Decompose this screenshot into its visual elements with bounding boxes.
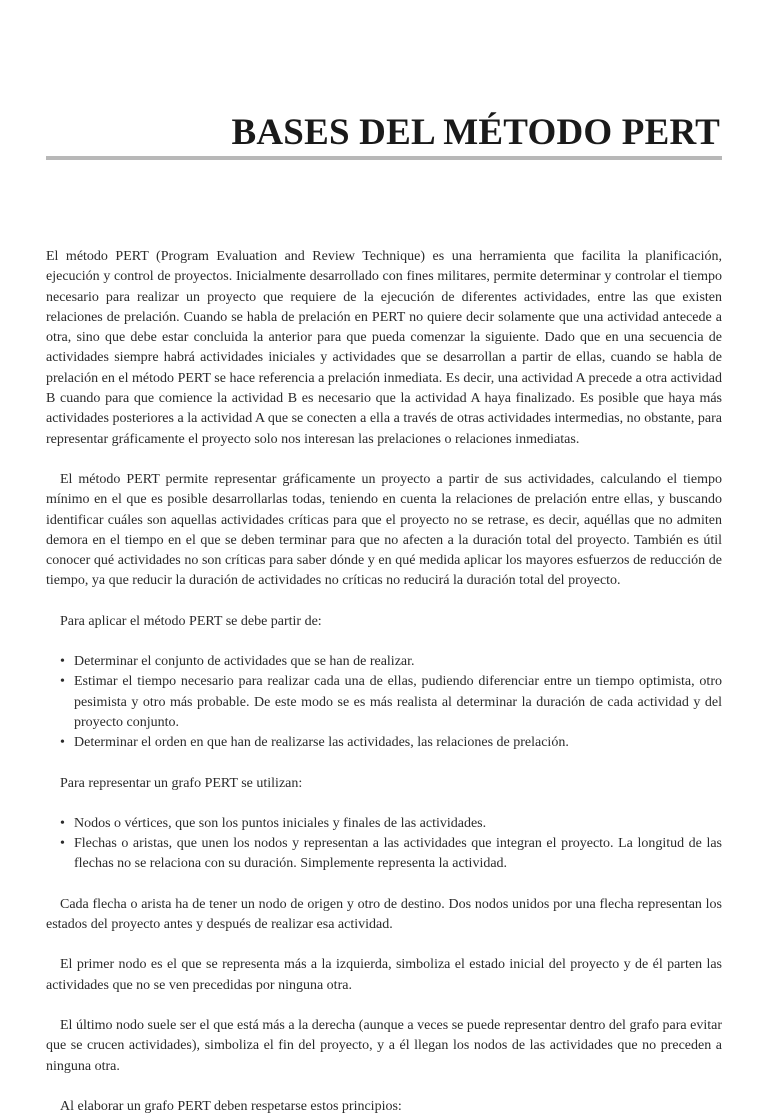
list-item [46,672,722,733]
list-item-text: Nodos o vértices, que son los puntos iniciales y finales de las actividades. [74,815,487,831]
list-apply-steps [46,652,722,753]
list-item [46,652,722,672]
document-body [46,247,722,1117]
paragraph-apply-lead: Para aplicar el método PERT se debe partir de: [60,613,322,629]
list-item-text: Determinar el conjunto de actividades que se han de realizar. [74,654,415,670]
paragraph-purpose: El método PERT permite representar gráficamente un proyecto a partir de sus actividades, calculando el tiempo mínimo en el que es posible desarrollarlas todas, teniendo en cuenta la relaciones de prelación entre ellas, y buscando identificar cuáles son aquellas actividades críticas para que el proyecto no se retrase, es decir, aquéllas que no admiten demora en el tiempo en el que se deben terminar para que no afecten a la duración total del proyecto. También es útil conocer qué actividades no son críticas para saber dónde y en qué medida aplicar los mayores esfuerzos de reducción de tiempo, ya que reducir la duración de actividades no críticas no reducirá la duración total del proyecto. [46,471,722,589]
list-item [46,834,722,875]
paragraph-arrows: Cada flecha o arista ha de tener un nodo de origen y otro de destino. Dos nodos unidos por una flecha representan los estados del proyecto antes y después de realizar esa actividad. [46,896,722,933]
paragraph-first-node: El primer nodo es el que se representa más a la izquierda, simboliza el estado inicial del proyecto y de él parten las actividades que no se ven precedidas por ninguna otra. [46,957,722,993]
list-item-text: Determinar el orden en que han de realizarse las actividades, las relaciones de prelación. [74,735,569,751]
title-divider [46,156,722,160]
paragraph-last-node: El último nodo suele ser el que está más a la derecha (aunque a veces se puede representar dentro del grafo para evitar que se crucen actividades), simboliza el fin del proyecto, y a él llegan los nodos de las actividades que no preceden a ninguna otra. [46,1017,722,1074]
bullet-icon: • [60,836,65,852]
list-graph-elements [46,814,722,875]
bullet-icon: • [60,735,65,751]
paragraph-graph-lead: Para representar un grafo PERT se utilizan: [60,775,303,791]
list-item [46,733,722,753]
bullet-icon: • [60,654,65,670]
list-item [46,814,722,834]
bullet-icon: • [60,674,65,690]
bullet-icon: • [60,815,65,831]
page-title: BASES DEL MÉTODO PERT [231,112,720,153]
list-item-text: Estimar el tiempo necesario para realizar cada una de ellas, pudiendo diferenciar entre un tiempo optimista, otro pesimista y otro más probable. De este modo se es más realista al determinar la duración de cada actividad y del proyecto conjunto. [74,674,722,730]
list-item-text: Flechas o aristas, que unen los nodos y representan a las actividades que integran el proyecto. La longitud de las flechas no se relaciona con su duración. Simplemente representa la actividad. [74,836,722,872]
paragraph-principles-lead: Al elaborar un grafo PERT deben respetarse estos principios: [60,1098,402,1114]
paragraph-intro: El método PERT (Program Evaluation and Review Technique) es una herramienta que facilita la planificación, ejecución y control de proyectos. Inicialmente desarrollado con fines militares, permite determinar y controlar el tiempo necesario para realizar un proyecto que requiere de la ejecución de diferentes actividades, entre las que existen relaciones de prelación. Cuando se habla de prelación en PERT no quiere decir solamente que una actividad antecede a otra, sino que debe estar concluida la anterior para que pueda comenzar la siguiente. Dado que en una secuencia de actividades siempre habrá actividades iniciales y actividades que se desarrollan a partir de ellas, cuando se habla de prelación en el método PERT se hace referencia a prelación inmediata. Es decir, una actividad A precede a otra actividad B cuando para que comience la actividad B es necesario que la actividad A haya finalizado. Es posible que haya más actividades posteriores a la actividad A que se conecten a ella a través de otras actividades intermedias, no obstante, para representar gráficamente el proyecto solo nos interesan las prelaciones o relaciones inmediatas. [46,249,722,447]
